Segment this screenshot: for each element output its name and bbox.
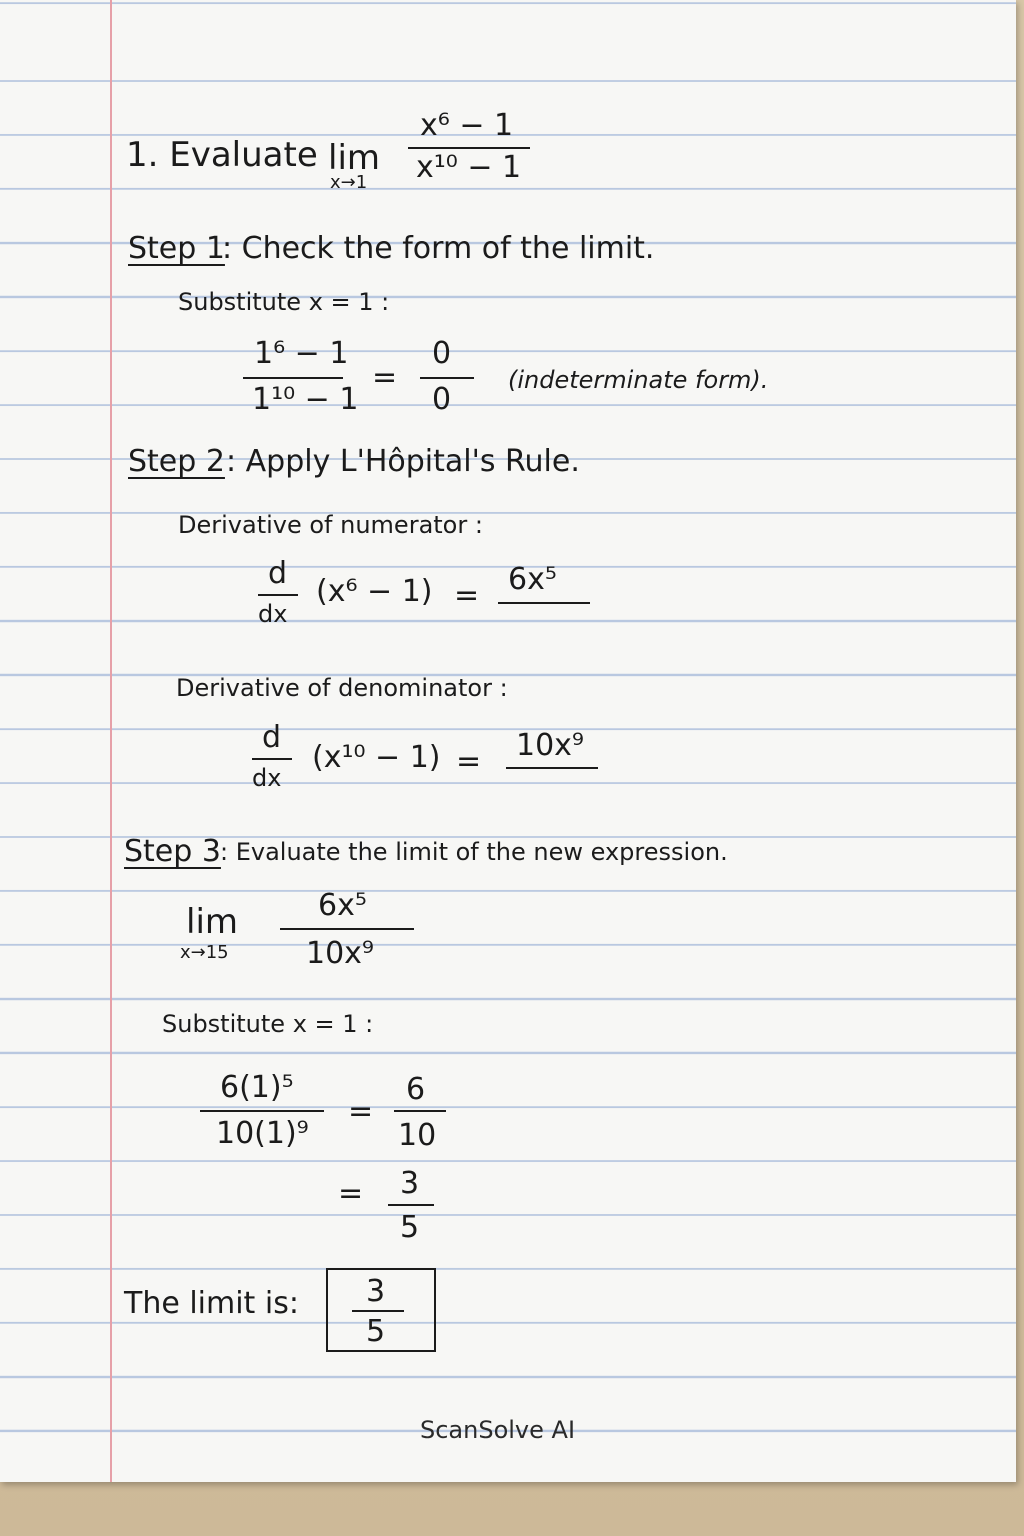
problem-fraction-bar: [408, 147, 530, 149]
problem-denominator: x¹⁰ − 1: [416, 150, 522, 185]
problem-lim-subscript: x→1: [330, 172, 368, 193]
step2-denominator-expression: (x¹⁰ − 1): [312, 740, 441, 775]
step1-result-bar: [420, 377, 474, 379]
step2-denominator-result-underline: [506, 767, 598, 769]
step2-equals-2: =: [456, 744, 482, 779]
step3-denominator: 10x⁹: [306, 936, 374, 971]
step3-final-denominator: 5: [400, 1210, 420, 1245]
answer-denominator: 5: [366, 1314, 386, 1349]
step3-calc-denominator: 10(1)⁹: [216, 1116, 309, 1151]
step1-text: : Check the form of the limit.: [222, 231, 655, 266]
step2-numerator-result-underline: [498, 602, 590, 604]
step2-dx-bottom-2: dx: [252, 764, 282, 792]
step1-note: (indeterminate form).: [508, 366, 769, 394]
step1-heading: Step 1: [128, 231, 225, 266]
answer-fraction-bar: [352, 1310, 404, 1312]
step1-denominator: 1¹⁰ − 1: [252, 382, 359, 417]
step3-fraction-bar: [280, 928, 414, 930]
step2-denominator-label: Derivative of denominator :: [176, 674, 508, 702]
step1-equals: =: [372, 360, 398, 395]
step3-equals-2: =: [338, 1176, 364, 1211]
step3-numerator: 6x⁵: [318, 888, 367, 923]
problem-numerator: x⁶ − 1: [420, 108, 514, 143]
step2-numerator-expression: (x⁶ − 1): [316, 574, 433, 609]
step3-text: : Evaluate the limit of the new expression.: [220, 838, 728, 866]
step2-numerator-label: Derivative of numerator :: [178, 511, 483, 539]
step1-result-numerator: 0: [432, 336, 452, 371]
margin-line: [110, 0, 112, 1482]
step3-final-bar: [388, 1204, 434, 1206]
step2-equals-1: =: [454, 578, 480, 613]
step3-substitute: Substitute x = 1 :: [162, 1010, 374, 1038]
step2-dx-bottom: dx: [258, 600, 288, 628]
step3-final-numerator: 3: [400, 1166, 420, 1201]
step3-heading: Step 3: [124, 834, 221, 869]
brand-label: ScanSolve AI: [420, 1416, 576, 1444]
step2-text: : Apply L'Hôpital's Rule.: [226, 444, 580, 479]
problem-label: 1. Evaluate: [126, 135, 318, 175]
step2-d-top-2: d: [262, 720, 282, 755]
problem-lim: lim: [328, 138, 381, 178]
step3-calc-bar: [200, 1110, 324, 1112]
step2-ddx-bar: [258, 594, 298, 596]
step2-denominator-result: 10x⁹: [516, 728, 584, 763]
step1-result-denominator: 0: [432, 382, 452, 417]
step3-mid-bar: [394, 1110, 446, 1112]
step3-mid-numerator: 6: [406, 1072, 426, 1107]
step3-equals-1: =: [348, 1094, 374, 1129]
step3-mid-denominator: 10: [398, 1118, 437, 1153]
step3-lim-subscript: x→15: [180, 942, 229, 963]
step3-calc-numerator: 6(1)⁵: [220, 1070, 294, 1105]
step1-numerator: 1⁶ − 1: [254, 336, 349, 371]
step2-numerator-result: 6x⁵: [508, 562, 557, 597]
step1-fraction-bar: [243, 377, 343, 379]
answer-label: The limit is:: [124, 1286, 299, 1321]
step2-ddx-bar-2: [252, 758, 292, 760]
step2-d-top: d: [268, 556, 288, 591]
answer-numerator: 3: [366, 1274, 386, 1309]
step1-substitute: Substitute x = 1 :: [178, 288, 390, 316]
step3-lim: lim: [186, 902, 239, 942]
step2-heading: Step 2: [128, 444, 225, 479]
